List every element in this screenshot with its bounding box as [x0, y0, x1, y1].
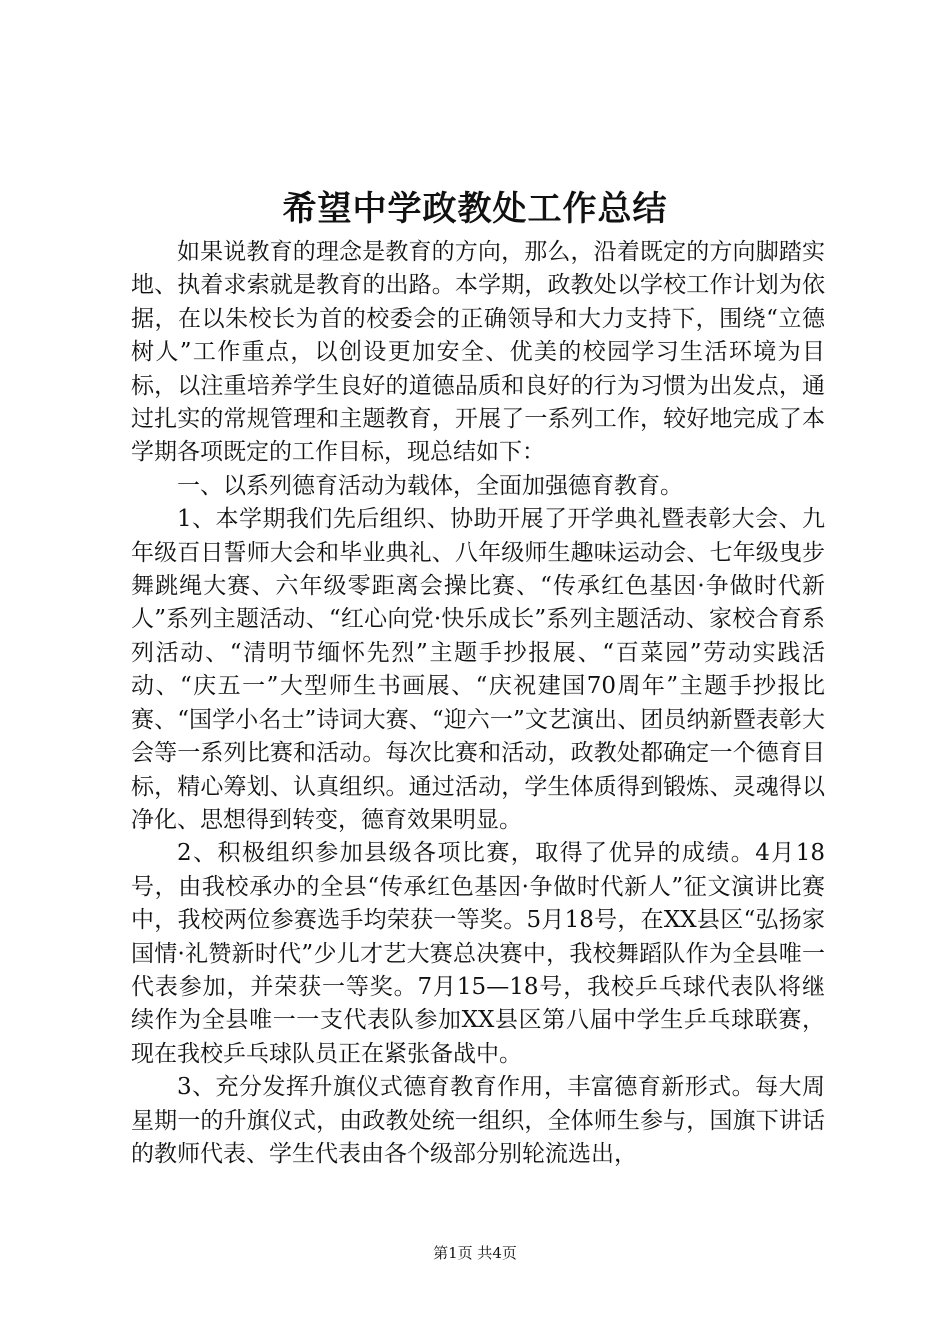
paragraph-item-3: 3、充分发挥升旗仪式德育教育作用，丰富德育新形式。每大周星期一的升旗仪式，由政教处统一组织，全体师生参与，国旗下讲话的教师代表、学生代表由各个级部分别轮流选出， [131, 1074, 825, 1167]
paragraph-item-1: 1、本学期我们先后组织、协助开展了开学典礼暨表彰大会、九年级百日誓师大会和毕业典礼、八年级师生趣味运动会、七年级曳步舞跳绳大赛、六年级零距离会操比赛、“传承红色基因·争做时代新人”系列主题活动、“红心向党·快乐成长”系列主题活动、家校合育系列活动、“清明节缅怀先烈”主题手抄报展、“百菜园”劳动实践活动、“庆五一”大型师生书画展、“庆祝建国70周年”主题手抄报比赛、“国学小名士”诗词大赛、“迎六一”文艺演出、团员纳新暨表彰大会等一系列比赛和活动。每次比赛和活动，政教处都确定一个德育目标，精心筹划、认真组织。通过活动，学生体质得到锻炼、灵魂得以净化、思想得到转变，德育效果明显。 [131, 506, 825, 833]
document-title: 希望中学政教处工作总结 [282, 189, 668, 229]
paragraph-section-heading: 一、以系列德育活动为载体，全面加强德育教育。 [177, 472, 683, 499]
paragraph-item-2: 2、积极组织参加县级各项比赛，取得了优异的成绩。4月18号，由我校承办的全县“传承红色基因·争做时代新人”征文演讲比赛中，我校两位参赛选手均荣获一等奖。5月18号，在XX县区“弘扬家国情·礼赞新时代”少儿才艺大赛总决赛中，我校舞蹈队作为全县唯一代表参加，并荣获一等奖。7月15—18号，我校乒乓球代表队将继续作为全县唯一一支代表队参加XX县区第八届中学生乒乓球联赛，现在我校乒乓球队员正在紧张备战中。 [131, 840, 825, 1067]
document-body [131, 236, 825, 1171]
paragraph-intro: 如果说教育的理念是教育的方向，那么，沿着既定的方向脚踏实地、执着求索就是教育的出路。本学期，政教处以学校工作计划为依据，在以朱校长为首的校委会的正确领导和大力支持下，围绕“立德树人”工作重点，以创设更加安全、优美的校园学习生活环境为目标，以注重培养学生良好的道德品质和良好的行为习惯为出发点，通过扎实的常规管理和主题教育，开展了一系列工作，较好地完成了本学期各项既定的工作目标，现总结如下： [131, 239, 825, 466]
page-footer: 第1页 共4页 [433, 1244, 517, 1262]
